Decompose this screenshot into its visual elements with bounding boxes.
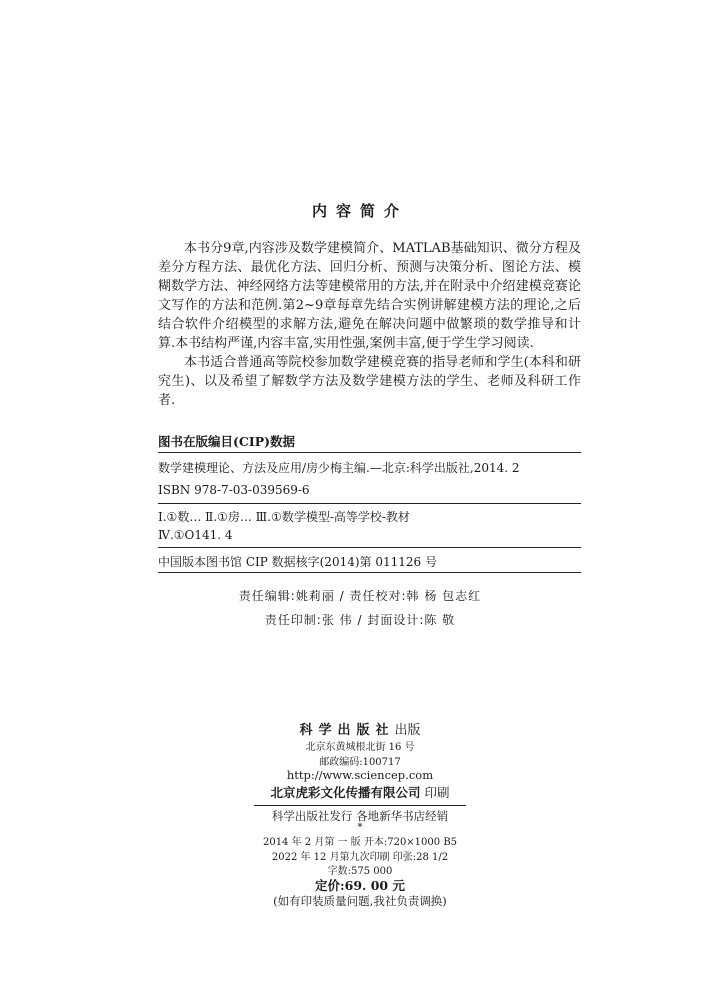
cip-top-rule (158, 452, 581, 453)
distribution-line: 科学出版社发行 各地新华书店经销 (271, 809, 449, 823)
quality-notice: (如有印装质量问题,我社负责调换) (273, 894, 447, 908)
cip-isbn: ISBN 978-7-03-039569-6 (158, 483, 310, 497)
printer-name: 北京虎彩文化传播有限公司 (270, 785, 421, 800)
cip-number: 中国版本图书馆 CIP 数据核字(2014)第 011126 号 (158, 555, 437, 569)
cip-mid-rule (158, 503, 581, 504)
publisher-name (0, 719, 720, 738)
edition-line: 2014 年 2 月第 一 版 开本:720×1000 B5 (262, 837, 458, 848)
publisher-address: 北京东黄城根北街 16 号 (305, 742, 415, 753)
publisher-url: http://www.sciencep.com (286, 768, 434, 782)
cip-mid-rule (158, 547, 581, 548)
separator-star: * (357, 822, 363, 833)
printer-suffix: 印刷 (424, 785, 450, 800)
summary-title: 内容简介 (311, 202, 408, 220)
publisher-name-suffix: 出版 (394, 723, 421, 738)
credits-editors: 责任编辑:姚莉丽 / 责任校对:韩 杨 包志红 (238, 589, 482, 603)
cip-classification: Ⅰ.①数… Ⅱ.①房… Ⅲ.①数学模型-高等学校-教材 (158, 510, 410, 524)
printer-line (0, 783, 720, 801)
summary-paragraph: 本书分9章,内容涉及数学建模简介、MATLAB基础知识、微分方程及差分方程方法、最优化方法、回归分析、预测与决策分析、图论方法、模糊数学方法、神经网络方法等建模常用的方法,并在附录中介绍建模竞赛论文写作的方法和范例.第2~9章每章先结合实例讲解建模方法的理论,之后结合软件介绍模型的求解方法,避免在解决问题中做繁琐的数学推导和计算.本书结构严谨,内容丰富,实用性强,案例丰富,便于学生学习阅读. (158, 241, 581, 351)
publisher-name-bold: 科学出版社 (299, 723, 395, 738)
cip-title-line: 数学建模理论、方法及应用/房少梅主编.—北京:科学出版社,2014. 2 (158, 461, 520, 475)
summary-body (158, 239, 581, 410)
price: 定价:69. 00 元 (315, 878, 405, 893)
cip-bottom-rule (158, 572, 581, 573)
word-count: 字数:575 000 (327, 866, 393, 877)
summary-paragraph: 本书适合普通高等院校参加数学建模竞赛的指导老师和学生(本科和研究生)、以及希望了解数学方法及数学建模方法的学生、老师及科研工作者. (158, 355, 581, 408)
credits-production: 责任印制:张 伟 / 封面设计:陈 敬 (264, 613, 456, 627)
printing-line: 2022 年 12 月第九次印刷 印张:28 1/2 (271, 852, 449, 863)
publisher-rule (254, 805, 466, 806)
publisher-postcode: 邮政编码:100717 (319, 757, 401, 768)
cip-classification: Ⅳ.①O141. 4 (158, 528, 233, 542)
cip-heading: 图书在版编目(CIP)数据 (158, 434, 296, 449)
